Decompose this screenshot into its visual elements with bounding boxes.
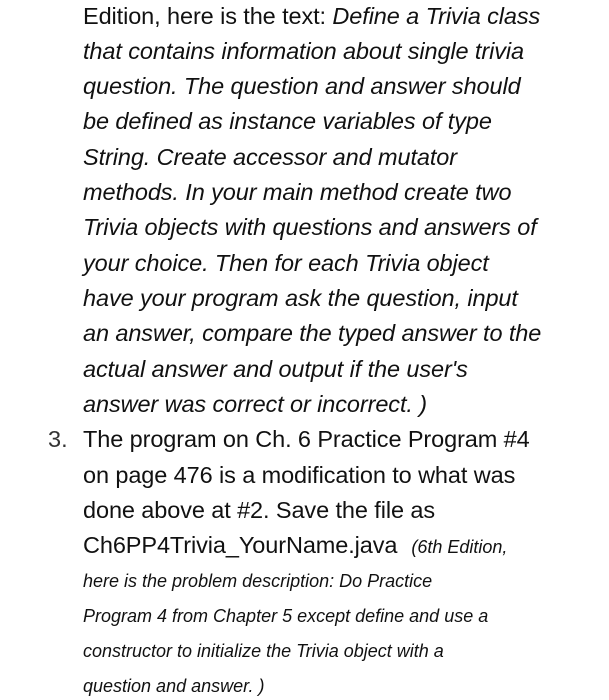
item-2-line-12: answer was correct or incorrect. ) — [83, 391, 427, 417]
item-2-line-4: be defined as instance variables of type — [83, 108, 492, 134]
item-3-note-line-3: constructor to initialize the Trivia object with a — [83, 641, 444, 661]
item-2-line-3: question. The question and answer should — [83, 73, 521, 99]
item-3-note-line-4: question and answer. ) — [83, 676, 265, 696]
item-3-number: 3. — [48, 426, 68, 452]
item-2-line-1-plain: Edition, here is the text: — [83, 3, 333, 29]
item-3-note-line-2: Program 4 from Chapter 5 except define and use a — [83, 606, 489, 626]
item-3-filename: Ch6PP4Trivia_YourName.java — [83, 532, 398, 558]
item-3-line-1: The program on Ch. 6 Practice Program #4 — [83, 426, 530, 452]
item-2-line-6: methods. In your main method create two — [83, 179, 512, 205]
item-3-note-start: (6th Edition, — [411, 537, 508, 557]
item-3-note-line-1: here is the problem description: Do Practice — [83, 571, 433, 591]
item-2-line-5: String. Create accessor and mutator — [83, 144, 457, 170]
item-3-line-2: on page 476 is a modification to what was — [83, 462, 516, 488]
item-2-line-1-italic: Define a Trivia class — [332, 3, 541, 29]
item-2-line-1 — [83, 1, 540, 31]
item-2-line-9: have your program ask the question, input — [83, 285, 518, 311]
item-3-line-4 — [83, 530, 507, 560]
item-2-line-8: your choice. Then for each Trivia object — [83, 250, 489, 276]
item-3-line-3: done above at #2. Save the file as — [83, 497, 435, 523]
item-2-line-2: that contains information about single trivia — [83, 38, 524, 64]
item-2-line-7: Trivia objects with questions and answers of — [83, 214, 537, 240]
item-2-line-10: an answer, compare the typed answer to the — [83, 320, 542, 346]
item-2-line-11: actual answer and output if the user's — [83, 356, 468, 382]
